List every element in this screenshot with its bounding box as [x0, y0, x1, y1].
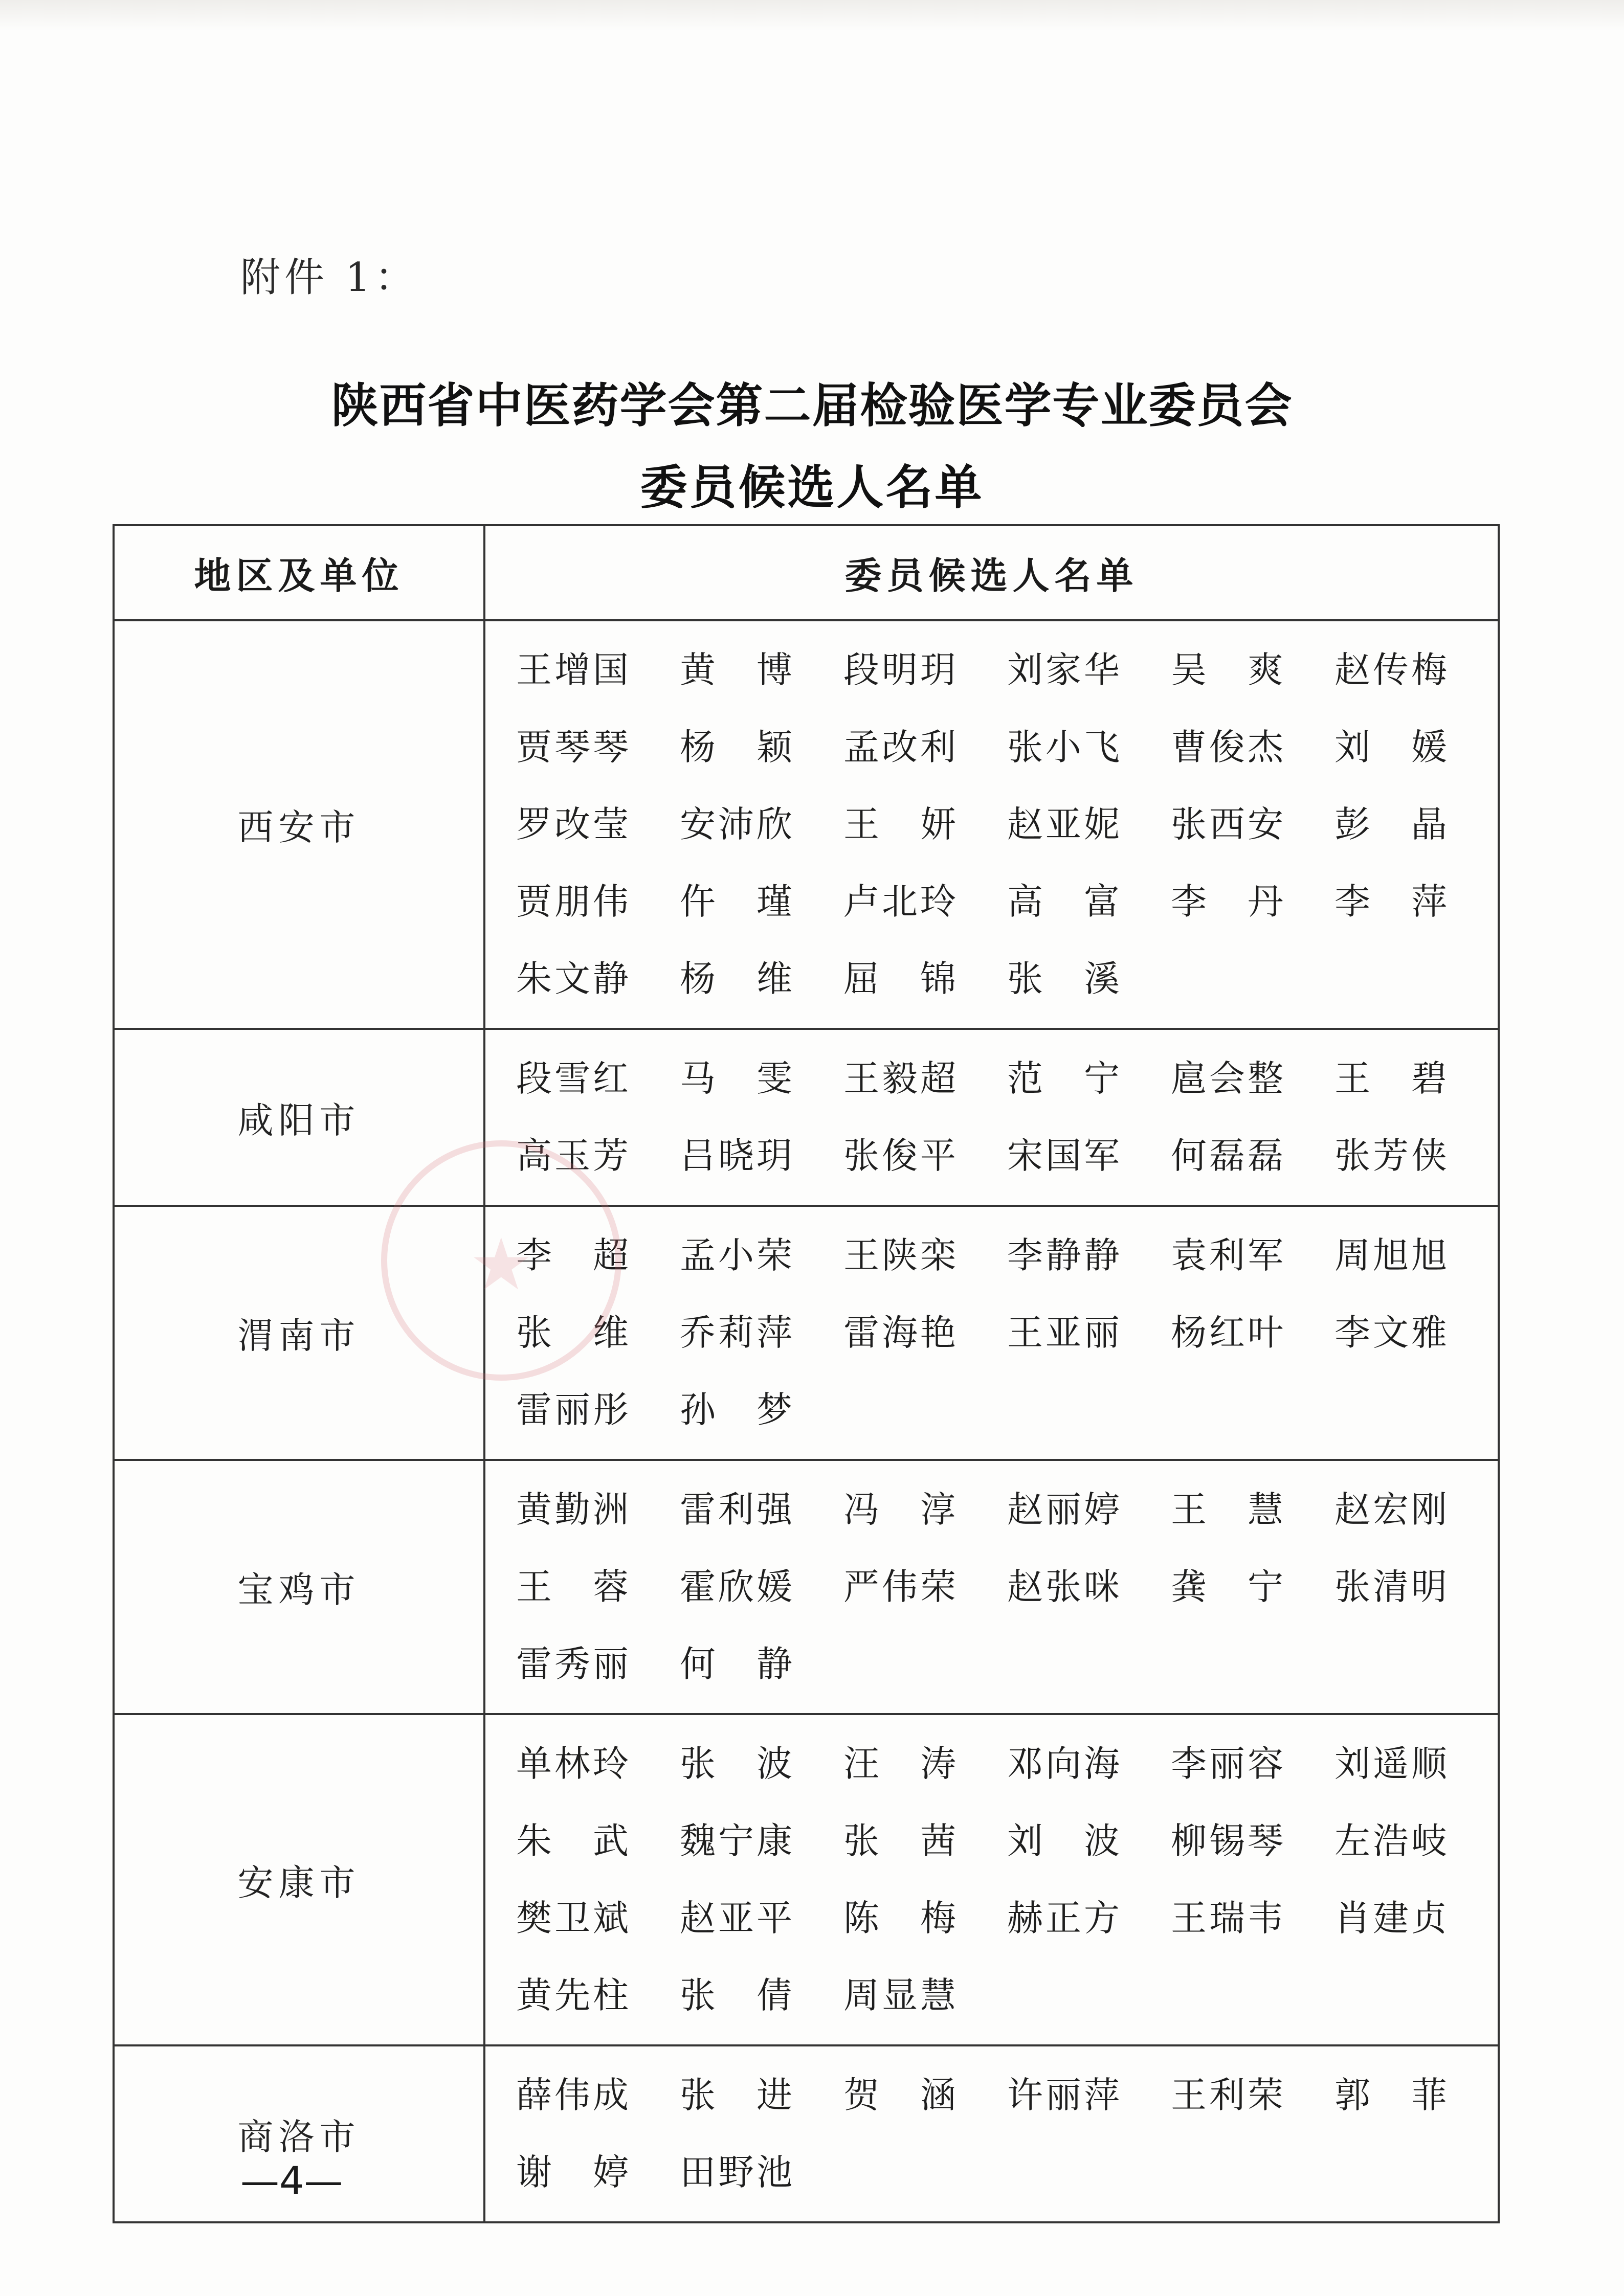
region-cell: 咸阳市 [114, 1029, 484, 1206]
names-grid [516, 1040, 1498, 1195]
candidate-name: 霍欣媛 [680, 1566, 792, 1608]
candidate-name: 张溪 [1007, 958, 1120, 1000]
candidate-name: 曹俊杰 [1171, 726, 1283, 768]
names-grid [516, 1217, 1498, 1449]
candidate-name: 吕晓玥 [680, 1135, 792, 1177]
candidate-name: 贺涵 [843, 2074, 956, 2116]
candidate-name: 许丽萍 [1007, 2074, 1120, 2116]
candidate-name: 刘遥顺 [1334, 1743, 1447, 1785]
candidate-name: 王陕栾 [843, 1234, 956, 1276]
candidate-name: 孙梦 [680, 1389, 792, 1431]
candidate-name: 李丽容 [1171, 1743, 1283, 1785]
candidate-name: 高玉芳 [516, 1135, 629, 1177]
names-grid [516, 2057, 1498, 2211]
table-row [114, 1029, 1499, 1206]
candidate-name: 赵传梅 [1334, 649, 1447, 691]
candidate-name: 赵宏刚 [1334, 1489, 1447, 1530]
candidate-name: 屈锦 [843, 958, 956, 1000]
candidate-name: 王碧 [1334, 1057, 1447, 1099]
document-title-line2: 委员候选人名单 [640, 460, 984, 515]
table-row [114, 1714, 1499, 2045]
candidate-name: 黄勤洲 [516, 1489, 629, 1530]
candidate-name: 王瑞韦 [1171, 1897, 1283, 1939]
region-cell: 渭南市 [114, 1206, 484, 1460]
table-header-row [114, 525, 1499, 620]
candidate-name: 刘媛 [1334, 726, 1447, 768]
candidate-name: 王利荣 [1171, 2074, 1283, 2116]
candidate-name: 周显慧 [843, 1974, 956, 2016]
names-cell [484, 1206, 1499, 1460]
candidate-name: 张小飞 [1007, 726, 1120, 768]
candidate-name: 樊卫斌 [516, 1897, 629, 1939]
candidate-name: 孟改利 [843, 726, 956, 768]
page-number: —4— [240, 2158, 343, 2203]
seal-star-icon: ★ [469, 1223, 533, 1307]
candidate-name: 李文雅 [1334, 1312, 1447, 1354]
attachment-label: 附件 1： [240, 255, 419, 301]
candidate-name: 谢婷 [516, 2151, 629, 2193]
candidate-name: 刘波 [1007, 1820, 1120, 1862]
candidate-name: 雷秀丽 [516, 1643, 629, 1685]
candidate-name: 赫正方 [1007, 1897, 1120, 1939]
names-cell [484, 620, 1499, 1029]
candidate-name: 杨颖 [680, 726, 792, 768]
candidate-name: 李静静 [1007, 1234, 1120, 1276]
candidate-name: 龚宁 [1171, 1566, 1283, 1608]
scan-edge-shadow [0, 0, 1624, 31]
candidate-name: 赵丽婷 [1007, 1489, 1120, 1530]
candidate-name: 王亚丽 [1007, 1312, 1120, 1354]
candidate-name: 赵亚妮 [1007, 803, 1120, 845]
candidate-name: 贾琴琴 [516, 726, 629, 768]
candidate-name: 王毅超 [843, 1057, 956, 1099]
candidate-name: 冯淳 [843, 1489, 956, 1530]
candidate-name: 严伟荣 [843, 1566, 956, 1608]
candidate-name: 吴爽 [1171, 649, 1283, 691]
candidate-name: 张倩 [680, 1974, 792, 2016]
candidate-table [113, 524, 1500, 2223]
candidate-name: 肖建贞 [1334, 1897, 1447, 1939]
candidate-name: 马雯 [680, 1057, 792, 1099]
table-row [114, 620, 1499, 1029]
candidate-name: 单林玲 [516, 1743, 629, 1785]
candidate-name: 仵瑾 [680, 881, 792, 922]
region-cell: 安康市 [114, 1714, 484, 2045]
candidate-name: 邓向海 [1007, 1743, 1120, 1785]
candidate-name: 贾朋伟 [516, 881, 629, 922]
candidate-name: 何磊磊 [1171, 1135, 1283, 1177]
candidate-name: 柳锡琴 [1171, 1820, 1283, 1862]
region-cell: 宝鸡市 [114, 1460, 484, 1714]
candidate-name: 魏宁康 [680, 1820, 792, 1862]
candidate-name: 张进 [680, 2074, 792, 2116]
candidate-name: 张西安 [1171, 803, 1283, 845]
candidate-name: 彭晶 [1334, 803, 1447, 845]
candidate-name: 张维 [516, 1312, 629, 1354]
candidate-name: 王妍 [843, 803, 956, 845]
candidate-name: 杨红叶 [1171, 1312, 1283, 1354]
candidate-name: 范宁 [1007, 1057, 1120, 1099]
candidate-name: 王慧 [1171, 1489, 1283, 1530]
candidate-name: 孟小荣 [680, 1234, 792, 1276]
region-cell: 西安市 [114, 620, 484, 1029]
names-cell [484, 1460, 1499, 1714]
table-row [114, 1206, 1499, 1460]
candidate-name: 宋国军 [1007, 1135, 1120, 1177]
candidate-name: 张俊平 [843, 1135, 956, 1177]
region-cell: 商洛市 [114, 2045, 484, 2222]
names-cell [484, 1714, 1499, 2045]
candidate-name: 王蓉 [516, 1566, 629, 1608]
candidate-name: 段明玥 [843, 649, 956, 691]
candidate-name: 郭菲 [1334, 2074, 1447, 2116]
candidate-name: 赵张咪 [1007, 1566, 1120, 1608]
document-title-line1: 陕西省中医药学会第二届检验医学专业委员会 [331, 378, 1293, 433]
official-seal-stamp [381, 1140, 621, 1381]
candidate-name: 乔莉萍 [680, 1312, 792, 1354]
candidate-name: 李超 [516, 1234, 629, 1276]
candidate-name: 雷利强 [680, 1489, 792, 1530]
names-cell [484, 2045, 1499, 2222]
candidate-name: 罗改莹 [516, 803, 629, 845]
candidate-name: 朱武 [516, 1820, 629, 1862]
candidate-name: 扈会整 [1171, 1057, 1283, 1099]
candidate-name: 陈梅 [843, 1897, 956, 1939]
names-grid [516, 1725, 1498, 2034]
candidate-name: 汪涛 [843, 1743, 956, 1785]
candidate-name: 安沛欣 [680, 803, 792, 845]
names-grid [516, 1471, 1498, 1703]
header-region: 地区及单位 [114, 525, 484, 620]
table-body [114, 620, 1499, 2222]
candidate-name: 雷丽彤 [516, 1389, 629, 1431]
candidate-name: 赵亚平 [680, 1897, 792, 1939]
candidate-name: 黄博 [680, 649, 792, 691]
candidate-name: 卢北玲 [843, 881, 956, 922]
header-names: 委员候选人名单 [484, 525, 1499, 620]
candidate-name: 张芳侠 [1334, 1135, 1447, 1177]
candidate-name: 张清明 [1334, 1566, 1447, 1608]
candidate-name: 刘家华 [1007, 649, 1120, 691]
names-grid [516, 632, 1498, 1018]
candidate-name: 李丹 [1171, 881, 1283, 922]
candidate-name: 周旭旭 [1334, 1234, 1447, 1276]
candidate-name: 王增国 [516, 649, 629, 691]
names-cell [484, 1029, 1499, 1206]
candidate-name: 雷海艳 [843, 1312, 956, 1354]
candidate-name: 张茜 [843, 1820, 956, 1862]
candidate-name: 朱文静 [516, 958, 629, 1000]
candidate-name: 薛伟成 [516, 2074, 629, 2116]
candidate-name: 左浩岐 [1334, 1820, 1447, 1862]
table-row [114, 1460, 1499, 1714]
candidate-name: 高富 [1007, 881, 1120, 922]
candidate-name: 何静 [680, 1643, 792, 1685]
candidate-name: 李萍 [1334, 881, 1447, 922]
candidate-name: 杨维 [680, 958, 792, 1000]
candidate-name: 黄先柱 [516, 1974, 629, 2016]
candidate-name: 袁利军 [1171, 1234, 1283, 1276]
candidate-name: 田野池 [680, 2151, 792, 2193]
candidate-name: 段雪红 [516, 1057, 629, 1099]
candidate-name: 张波 [680, 1743, 792, 1785]
